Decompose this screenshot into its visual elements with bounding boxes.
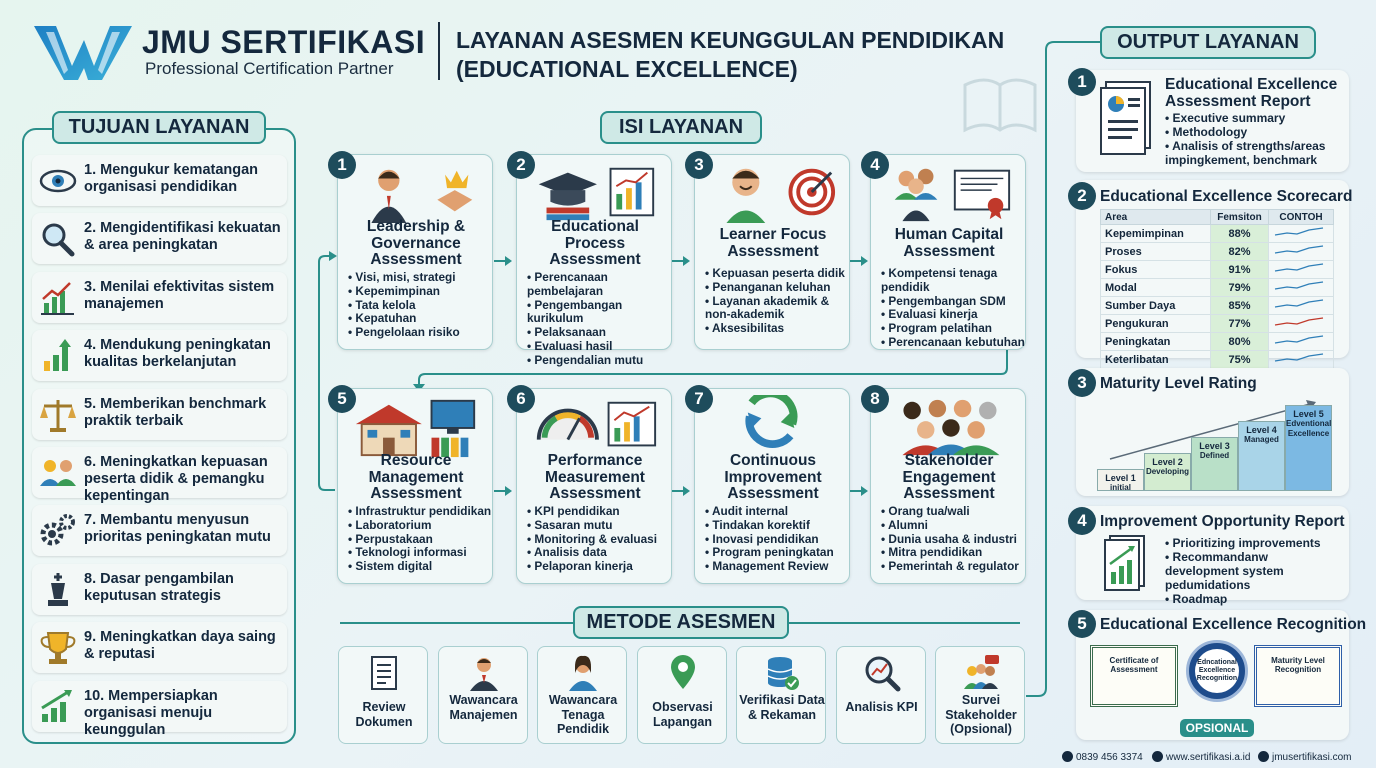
recognition-title: Educational Excellence Recognition: [1100, 616, 1367, 633]
goal-item: [32, 213, 287, 264]
service-number-badge: 4: [861, 151, 889, 179]
maturity-level-name: Developing: [1145, 467, 1190, 476]
method-item: [736, 646, 826, 744]
page-title: LAYANAN ASESMEN KEUNGGULAN PENDIDIKAN (EDUCATIONAL EXCELLENCE): [456, 27, 1005, 82]
database-check-icon: [762, 653, 802, 693]
service-card-item: • Perencanaan kebutuhan: [881, 336, 1025, 350]
globe-icon: [1152, 751, 1163, 762]
goal-text: 6. Meningkatkan kepuasan peserta didik & pemangku kepentingan: [84, 454, 268, 504]
growth-chart-icon: [38, 688, 78, 726]
goal-item: [32, 622, 287, 673]
goal-item: [32, 272, 287, 323]
maturity-level-step: [1144, 453, 1191, 491]
goal-item: [32, 681, 287, 738]
improvement-item: • Recommandanw development system pedumidations: [1165, 550, 1345, 592]
scorecard-title: Educational Excellence Scorecard: [1100, 188, 1353, 205]
service-card-item: • Sistem digital: [348, 560, 492, 574]
scorecard-area: Pengukuran: [1101, 315, 1211, 333]
service-card-item: • Management Review: [705, 560, 849, 574]
bar-chart-icon: [38, 279, 78, 317]
goal-text: 2. Mengidentifikasi kekuatan & area peningkatan: [84, 220, 281, 254]
improvement-title: Improvement Opportunity Report: [1100, 513, 1345, 530]
maturity-level-number: Level 5: [1293, 409, 1324, 419]
output-number-2: 2: [1068, 182, 1096, 210]
service-card-item: • KPI pendidikan: [527, 505, 671, 519]
service-card: [694, 388, 850, 584]
report-title-line2: Assessment Report: [1165, 93, 1311, 110]
output-number-5: 5: [1068, 610, 1096, 638]
service-card-item: • Perpustakaan: [348, 533, 492, 547]
maturity-level-number: Level 3: [1199, 441, 1230, 451]
scorecard-row: [1101, 297, 1334, 315]
service-card-title: Performance Measurement Assessment: [545, 452, 645, 502]
method-label: Observasi Lapangan: [652, 700, 713, 729]
service-card-item: • Kepemimpinan: [348, 285, 492, 299]
service-card-item: • Penanganan keluhan: [705, 281, 849, 295]
service-card: [337, 388, 493, 584]
service-card-item: • Orang tua/wali: [881, 505, 1025, 519]
flow-arrow-2-3: [672, 260, 688, 262]
scale-icon: [38, 396, 78, 434]
maturity-level-name: Defined: [1199, 451, 1230, 460]
scorecard-percent: 77%: [1211, 315, 1269, 333]
gears-icon: [38, 512, 78, 550]
teacher-icon: [563, 653, 603, 693]
method-item: [637, 646, 727, 744]
certificate-of-assessment-label: Certificate of Assessment: [1109, 656, 1159, 674]
scorecard-header-score: Femsiton: [1211, 210, 1269, 225]
maturity-level-step: [1285, 405, 1332, 491]
service-card-list: [705, 267, 849, 336]
service-card-list: [348, 271, 492, 340]
service-card-item: • Alumni: [881, 519, 1025, 533]
service-card-list: [527, 505, 671, 574]
service-card-title: Learner Focus Assessment: [719, 226, 827, 260]
service-card-item: • Pelaporan kinerja: [527, 560, 671, 574]
chart-magnifier-icon: [862, 653, 902, 693]
tujuan-title: TUJUAN LAYANAN: [52, 111, 266, 144]
scorecard-trend-sparkline: [1269, 225, 1334, 243]
service-card-item: • Audit internal: [705, 505, 849, 519]
flow-arrow-3-4: [850, 260, 866, 262]
service-card-item: • Layanan akademik & non-akademik: [705, 295, 849, 323]
improvement-report-icon: [1102, 534, 1148, 592]
method-label: Analisis KPI: [845, 700, 918, 714]
certificate-of-assessment: [1090, 645, 1178, 707]
scorecard-row: [1101, 243, 1334, 261]
learner-target-icon: [707, 161, 839, 225]
scorecard-trend-sparkline: [1269, 297, 1334, 315]
service-card-item: • Program peningkatan: [705, 546, 849, 560]
school-computer-books-icon: [350, 395, 482, 459]
service-card-item: • Teknologi informasi: [348, 546, 492, 560]
method-label: Review Dokumen: [355, 700, 413, 729]
scorecard-trend-sparkline: [1269, 279, 1334, 297]
footer-social[interactable]: jmusertifikasi.com: [1258, 751, 1351, 763]
output-number-3: 3: [1068, 369, 1096, 397]
goal-item: [32, 389, 287, 440]
goal-item: [32, 155, 287, 206]
service-card-item: • Inovasi pendidikan: [705, 533, 849, 547]
flow-arrow-6-7: [672, 490, 688, 492]
report-item: • Analisis of strengths/areas impingkement, benchmark: [1165, 139, 1345, 167]
goal-item: [32, 564, 287, 615]
goal-text: 4. Mendukung peningkatan kualitas berkelanjutan: [84, 337, 271, 371]
brand-tagline: Professional Certification Partner: [145, 59, 394, 78]
service-card-item: • Perencanaan pembelajaran: [527, 271, 671, 299]
scorecard-trend-sparkline: [1269, 351, 1334, 369]
maturity-level-step: [1097, 469, 1144, 491]
survey-people-icon: [961, 653, 1001, 693]
scorecard-percent: 85%: [1211, 297, 1269, 315]
service-card-item: • Kepatuhan: [348, 312, 492, 326]
method-item: [836, 646, 926, 744]
scorecard-percent: 79%: [1211, 279, 1269, 297]
service-number-badge: 2: [507, 151, 535, 179]
location-pin-icon: [663, 653, 703, 693]
recognition-seal-icon: [1186, 640, 1248, 702]
method-label: Wawancara Tenaga Pendidik: [548, 693, 618, 736]
service-card-item: • Laboratorium: [348, 519, 492, 533]
scorecard-table: [1100, 209, 1334, 369]
goal-item: [32, 330, 287, 381]
scorecard-area: Fokus: [1101, 261, 1211, 279]
improvement-item: • Roadmap: [1165, 592, 1345, 606]
goal-text: 8. Dasar pengambilan keputusan strategis: [84, 570, 234, 604]
service-card-item: • Dunia usaha & industri: [881, 533, 1025, 547]
report-item: • Methodology: [1165, 125, 1345, 139]
service-card-item: • Tata kelola: [348, 299, 492, 313]
service-card-item: • Pengelolaan risiko: [348, 326, 492, 340]
improvement-item: • Prioritizing improvements: [1165, 536, 1345, 550]
output-number-1: 1: [1068, 68, 1096, 96]
service-number-badge: 8: [861, 385, 889, 413]
method-label: Survei Stakeholder (Opsional): [945, 693, 1017, 736]
maturity-level-name: initial: [1110, 483, 1131, 492]
scorecard-row: [1101, 333, 1334, 351]
output-title: OUTPUT LAYANAN: [1100, 26, 1316, 59]
service-card-list: [881, 505, 1025, 574]
service-number-badge: 1: [328, 151, 356, 179]
maturity-level-name: Edventional Excellence: [1286, 419, 1332, 438]
method-item: [935, 646, 1025, 744]
service-card-list: [881, 267, 1025, 350]
leader-handshake-icon: [350, 161, 482, 225]
people-icon: [38, 454, 78, 492]
service-card-item: • Kompetensi tenaga pendidik: [881, 267, 1025, 295]
method-item: [438, 646, 528, 744]
goal-text: 3. Menilai efektivitas sistem manajemen: [84, 278, 275, 312]
header-divider: [438, 22, 440, 80]
scorecard-area: Modal: [1101, 279, 1211, 297]
growth-arrow-icon: [38, 337, 78, 375]
maturity-level-step: [1238, 421, 1285, 491]
scorecard-percent: 75%: [1211, 351, 1269, 369]
service-card-list: [527, 271, 671, 368]
scorecard-trend-sparkline: [1269, 243, 1334, 261]
stakeholder-group-icon: [883, 395, 1015, 459]
scorecard-row: [1101, 351, 1334, 369]
service-card-item: • Visi, misi, strategi: [348, 271, 492, 285]
scorecard-percent: 88%: [1211, 225, 1269, 243]
scorecard-header-example: CONTOH: [1269, 210, 1334, 225]
service-card-title: Continuous Improvement Assessment: [724, 452, 822, 502]
service-number-badge: 7: [685, 385, 713, 413]
report-title-line1: Educational Excellence: [1165, 76, 1338, 93]
document-icon: [364, 653, 404, 693]
goal-text: 7. Membantu menyusun prioritas peningkatan mutu: [84, 512, 271, 546]
goal-text: 10. Mempersiapkan organisasi menuju keunggulan: [84, 687, 218, 738]
scorecard-trend-sparkline: [1269, 333, 1334, 351]
method-item: [537, 646, 627, 744]
recognition-seal-label: Edncational Excellence Recognition: [1195, 649, 1239, 693]
service-card: [870, 388, 1026, 584]
method-label: Verifikasi Data & Rekaman: [739, 693, 825, 722]
scorecard-area: Kepemimpinan: [1101, 225, 1211, 243]
optional-badge: OPSIONAL: [1180, 719, 1254, 737]
service-card-item: • Pengembangan SDM: [881, 295, 1025, 309]
graduation-chart-icon: [529, 161, 661, 225]
service-card-item: • Aksesibilitas: [705, 322, 849, 336]
scorecard-row: [1101, 279, 1334, 297]
flow-arrow-7-8: [850, 490, 866, 492]
scorecard-percent: 80%: [1211, 333, 1269, 351]
flow-arrow-5-6: [494, 490, 510, 492]
service-card: [337, 154, 493, 350]
team-certificate-icon: [883, 161, 1015, 225]
metode-title: METODE ASESMEN: [573, 606, 789, 639]
maturity-level-step: [1191, 437, 1238, 491]
instagram-icon: [1258, 751, 1269, 762]
scorecard-trend-sparkline: [1269, 315, 1334, 333]
maturity-title: Maturity Level Rating: [1100, 375, 1257, 392]
scorecard-percent: 91%: [1211, 261, 1269, 279]
brand-name: JMU SERTIFIKASI: [142, 24, 426, 60]
isi-title: ISI LAYANAN: [600, 111, 762, 144]
service-card-item: • Pemerintah & regulator: [881, 560, 1025, 574]
report-document-icon: [1098, 80, 1156, 156]
magnifier-icon: [38, 220, 78, 258]
trophy-icon: [38, 629, 78, 667]
service-card-item: • Mitra pendidikan: [881, 546, 1025, 560]
maturity-level-number: Level 1: [1105, 473, 1136, 483]
scorecard-trend-sparkline: [1269, 261, 1334, 279]
goal-item: [32, 447, 287, 504]
goal-text: 9. Meningkatkan daya saing & reputasi: [84, 629, 276, 663]
service-card-item: • Kepuasan peserta didik: [705, 267, 849, 281]
service-card-item: • Analisis data: [527, 546, 671, 560]
maturity-level-name: Managed: [1244, 435, 1279, 444]
report-item: • Executive summary: [1165, 111, 1345, 125]
eye-icon: [38, 162, 78, 200]
phone-icon: [1062, 751, 1073, 762]
service-card-list: [705, 505, 849, 574]
footer-website[interactable]: www.sertifikasi.a.id: [1152, 751, 1250, 763]
goal-item: [32, 505, 287, 556]
method-label: Wawancara Manajemen: [449, 693, 518, 722]
scorecard-row: [1101, 261, 1334, 279]
service-card: [870, 154, 1026, 350]
service-number-badge: 5: [328, 385, 356, 413]
scorecard-area: Sumber Daya: [1101, 297, 1211, 315]
service-card-item: • Pengendalian mutu: [527, 354, 671, 368]
goal-text: 5. Memberikan benchmark praktik terbaik: [84, 395, 267, 429]
service-card-title: Leadership & Governance Assessment: [366, 218, 466, 268]
jmu-logo-icon: [32, 22, 134, 84]
method-item: [338, 646, 428, 744]
maturity-level-certificate-label: Maturity Level Recognition: [1271, 656, 1325, 674]
manager-icon: [464, 653, 504, 693]
service-card-title: Resource Management Assessment: [368, 452, 464, 502]
service-card-item: • Sasaran mutu: [527, 519, 671, 533]
service-card-item: • Monitoring & evaluasi: [527, 533, 671, 547]
service-card-list: [348, 505, 492, 574]
service-card-item: • Evaluasi kinerja: [881, 308, 1025, 322]
scorecard-row: [1101, 315, 1334, 333]
service-number-badge: 3: [685, 151, 713, 179]
maturity-level-number: Level 4: [1246, 425, 1277, 435]
scorecard-area: Proses: [1101, 243, 1211, 261]
service-card-item: • Pelaksanaan: [527, 326, 671, 340]
maturity-level-certificate: [1254, 645, 1342, 707]
scorecard-area: Keterlibatan: [1101, 351, 1211, 369]
footer-phone[interactable]: 0839 456 3374: [1062, 751, 1143, 763]
scorecard-row: [1101, 225, 1334, 243]
service-card-title: Educational Process Assessment: [549, 218, 641, 268]
service-card-item: • Tindakan korektif: [705, 519, 849, 533]
service-number-badge: 6: [507, 385, 535, 413]
service-card-item: • Evaluasi hasil: [527, 340, 671, 354]
service-card-item: • Pengembangan kurikulum: [527, 299, 671, 327]
chess-king-icon: [38, 571, 78, 609]
service-card-item: • Infrastruktur pendidikan: [348, 505, 492, 519]
output-number-4: 4: [1068, 507, 1096, 535]
flow-arrow-1-2: [494, 260, 510, 262]
scorecard-percent: 82%: [1211, 243, 1269, 261]
gauge-chart-icon: [529, 395, 661, 459]
service-card: [516, 154, 672, 367]
maturity-level-number: Level 2: [1152, 457, 1183, 467]
goal-text: 1. Mengukur kematangan organisasi pendidikan: [84, 162, 259, 195]
service-card-title: Stakeholder Engagement Assessment: [902, 452, 996, 502]
scorecard-header-area: Area: [1101, 210, 1211, 225]
service-card-item: • Program pelatihan: [881, 322, 1025, 336]
scorecard-area: Peningkatan: [1101, 333, 1211, 351]
service-card-title: Human Capital Assessment: [894, 226, 1004, 260]
cycle-arrows-icon: [707, 395, 839, 459]
service-card: [694, 154, 850, 350]
service-card: [516, 388, 672, 584]
